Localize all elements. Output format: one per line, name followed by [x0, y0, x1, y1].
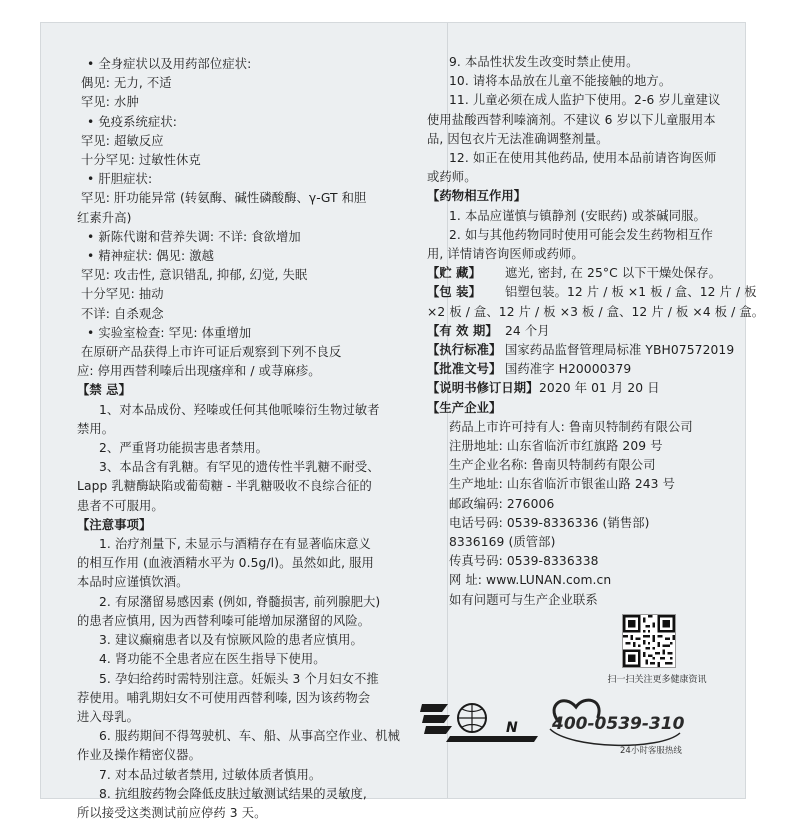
text-line: 或药师。 — [427, 170, 477, 185]
section-heading: 【注意事项】 — [77, 517, 152, 532]
approval-row — [427, 360, 727, 379]
revision-value: 2020 年 01 月 20 日 — [539, 381, 660, 396]
hotline-caption: 24小时客服热线 — [620, 746, 682, 756]
logo-letters: N — [506, 720, 518, 736]
text-line: 3、本品含有乳糖。有罕见的遗传性半乳糖不耐受、 — [99, 460, 380, 475]
text-line: 偶见: 无力, 不适 — [81, 76, 172, 91]
standard-label: 【执行标准】 — [427, 343, 502, 358]
text-line: 作业及操作精密仪器。 — [77, 748, 201, 763]
text-line: Lapp 乳糖酶缺陷或葡萄糖 - 半乳糖吸收不良综合征的 — [77, 479, 372, 494]
text-line: 1. 治疗剂量下, 未显示与酒精存在有显著临床意义 — [99, 537, 371, 552]
text-line: 1、对本品成份、羟嗪或任何其他哌嗪衍生物过敏者 — [99, 402, 380, 417]
company-info-line: 8336169 (质管部) — [449, 535, 556, 550]
text-line: 10. 请将本品放在儿童不能接触的地方。 — [449, 74, 672, 89]
standard-row — [427, 341, 735, 360]
text-line: 罕见: 水肿 — [81, 95, 139, 110]
text-line: • 新陈代谢和营养失调: 不详: 食欲增加 — [87, 229, 301, 244]
text-line: 7. 对本品过敏者禁用, 过敏体质者慎用。 — [99, 767, 322, 782]
company-info-line: 如有问题可与生产企业联系 — [449, 592, 598, 607]
text-line: 12. 如正在使用其他药品, 使用本品前请咨询医师 — [449, 151, 717, 166]
text-line: 用, 详情请咨询医师或药师。 — [427, 247, 584, 262]
text-line: 2. 如与其他药物同时使用可能会发生药物相互作 — [449, 227, 713, 242]
standard-value: 国家药品监督管理局标准 YBH07572019 — [505, 343, 735, 358]
text-line: 禁用。 — [77, 421, 115, 436]
text-line: 罕见: 超敏反应 — [81, 133, 164, 148]
text-line: 8. 抗组胺药物会降低皮肤过敏测试结果的灵敏度, — [99, 786, 367, 801]
text-line: 所以接受这类测试前应停药 3 天。 — [77, 805, 267, 820]
text-line: 进入母乳。 — [77, 709, 139, 724]
text-line: 红素升高) — [77, 210, 132, 225]
revision-row — [427, 379, 727, 398]
section-heading: 【禁 忌】 — [77, 383, 131, 398]
text-line: 使用盐酸西替利嗪滴剂。不建议 6 岁以下儿童服用本 — [427, 112, 716, 127]
validity-value: 24 个月 — [505, 323, 550, 338]
package-value-1: 铝塑包装。12 片 / 板 ×1 板 / 盒、12 片 / 板 — [505, 285, 757, 300]
company-info-line: 网 址: www.LUNAN.com.cn — [449, 573, 612, 588]
qr-code[interactable] — [622, 614, 676, 668]
approval-value: 国药准字 H20000379 — [505, 362, 632, 377]
approval-label: 【批准文号】 — [427, 362, 502, 377]
right-column — [427, 53, 765, 610]
text-line: 不详: 自杀观念 — [81, 306, 164, 321]
text-line: • 实验室检查: 罕见: 体重增加 — [87, 325, 252, 340]
left-column — [77, 55, 413, 823]
text-line: 2、严重肾功能损害患者禁用。 — [99, 441, 269, 456]
text-line: 在原研产品获得上市许可证后观察到下列不良反 — [81, 345, 342, 360]
text-line: 5. 孕妇给药时需特别注意。妊娠头 3 个月妇女不推 — [99, 671, 379, 686]
text-line: 十分罕见: 过敏性休克 — [81, 153, 201, 168]
storage-value: 遮光, 密封, 在 25°C 以下干燥处保存。 — [505, 266, 721, 281]
qr-code-icon — [623, 615, 675, 667]
package-value-2: ×2 板 / 盒、12 片 / 板 ×3 板 / 盒、12 片 / 板 ×4 板 / 盒。 — [427, 304, 765, 319]
company-info-line: 电话号码: 0539-8336336 (销售部) — [449, 515, 650, 530]
text-line: 品, 因包衣片无法准确调整剂量。 — [427, 131, 609, 146]
company-info-line: 生产地址: 山东省临沂市银雀山路 243 号 — [449, 477, 675, 492]
text-line: 11. 儿童必须在成人监护下使用。2-6 岁儿童建议 — [449, 93, 721, 108]
text-line: 1. 本品应谨慎与镇静剂 (安眠药) 或茶碱同服。 — [449, 208, 706, 223]
validity-row — [427, 322, 727, 341]
text-line: 的相互作用 (血液酒精水平为 0.5g/l)。虽然如此, 服用 — [77, 556, 374, 571]
text-line: 荐使用。哺乳期妇女不可使用西替利嗪, 因为该药物会 — [77, 690, 371, 705]
text-line: 患者不可服用。 — [77, 498, 164, 513]
validity-label: 【有 效 期】 — [427, 323, 498, 338]
text-line: 罕见: 攻击性, 意识错乱, 抑郁, 幻觉, 失眠 — [81, 268, 308, 283]
text-line: 应: 停用西替利嗪后出现瘙痒和 / 或荨麻疹。 — [77, 364, 321, 379]
text-line: 的患者应慎用, 因为西替利嗪可能增加尿潴留的风险。 — [77, 613, 371, 628]
text-line: 6. 服药期间不得驾驶机、车、船、从事高空作业、机械 — [99, 729, 401, 744]
company-info-line: 邮政编码: 276006 — [449, 496, 555, 511]
text-line: 十分罕见: 抽动 — [81, 287, 164, 302]
company-info — [427, 418, 727, 610]
company-info-line: 生产企业名称: 鲁南贝特制药有限公司 — [449, 458, 656, 473]
text-line: 4. 肾功能不全患者应在医生指导下使用。 — [99, 652, 326, 667]
text-line: • 肝胆症状: — [87, 172, 153, 187]
lunan-logo — [420, 700, 540, 744]
package-label: 【包 装】 — [427, 285, 481, 300]
text-line: 本品时应谨慎饮酒。 — [77, 575, 189, 590]
hotline-number[interactable]: 400-0539-310 — [552, 714, 685, 734]
company-info-line: 注册地址: 山东省临沂市红旗路 209 号 — [449, 439, 663, 454]
text-line: • 精神症状: 偶见: 激越 — [87, 249, 215, 264]
company-label: 【生产企业】 — [427, 400, 502, 415]
storage-row — [427, 264, 727, 283]
text-line: 3. 建议癫痫患者以及有惊厥风险的患者应慎用。 — [99, 633, 363, 648]
package-row — [427, 283, 757, 302]
text-line: 9. 本品性状发生改变时禁止使用。 — [449, 55, 639, 69]
qr-caption: 扫一扫关注更多健康资讯 — [607, 675, 707, 685]
storage-label: 【贮 藏】 — [427, 266, 481, 281]
company-info-line: 传真号码: 0539-8336338 — [449, 554, 599, 569]
company-info-line: 药品上市许可持有人: 鲁南贝特制药有限公司 — [449, 419, 693, 434]
text-line: • 免疫系统症状: — [87, 114, 177, 129]
section-heading: 【药物相互作用】 — [427, 189, 527, 204]
right-text-block — [427, 53, 727, 264]
text-line: • 全身症状以及用药部位症状: — [87, 57, 252, 71]
text-line: 罕见: 肝功能异常 (转氨酶、碱性磷酸酶、γ-GT 和胆 — [81, 191, 367, 206]
text-line: 2. 有尿潴留易感因素 (例如, 脊髓损害, 前列腺肥大) — [99, 594, 381, 609]
revision-label: 【说明书修订日期】 — [427, 381, 539, 396]
